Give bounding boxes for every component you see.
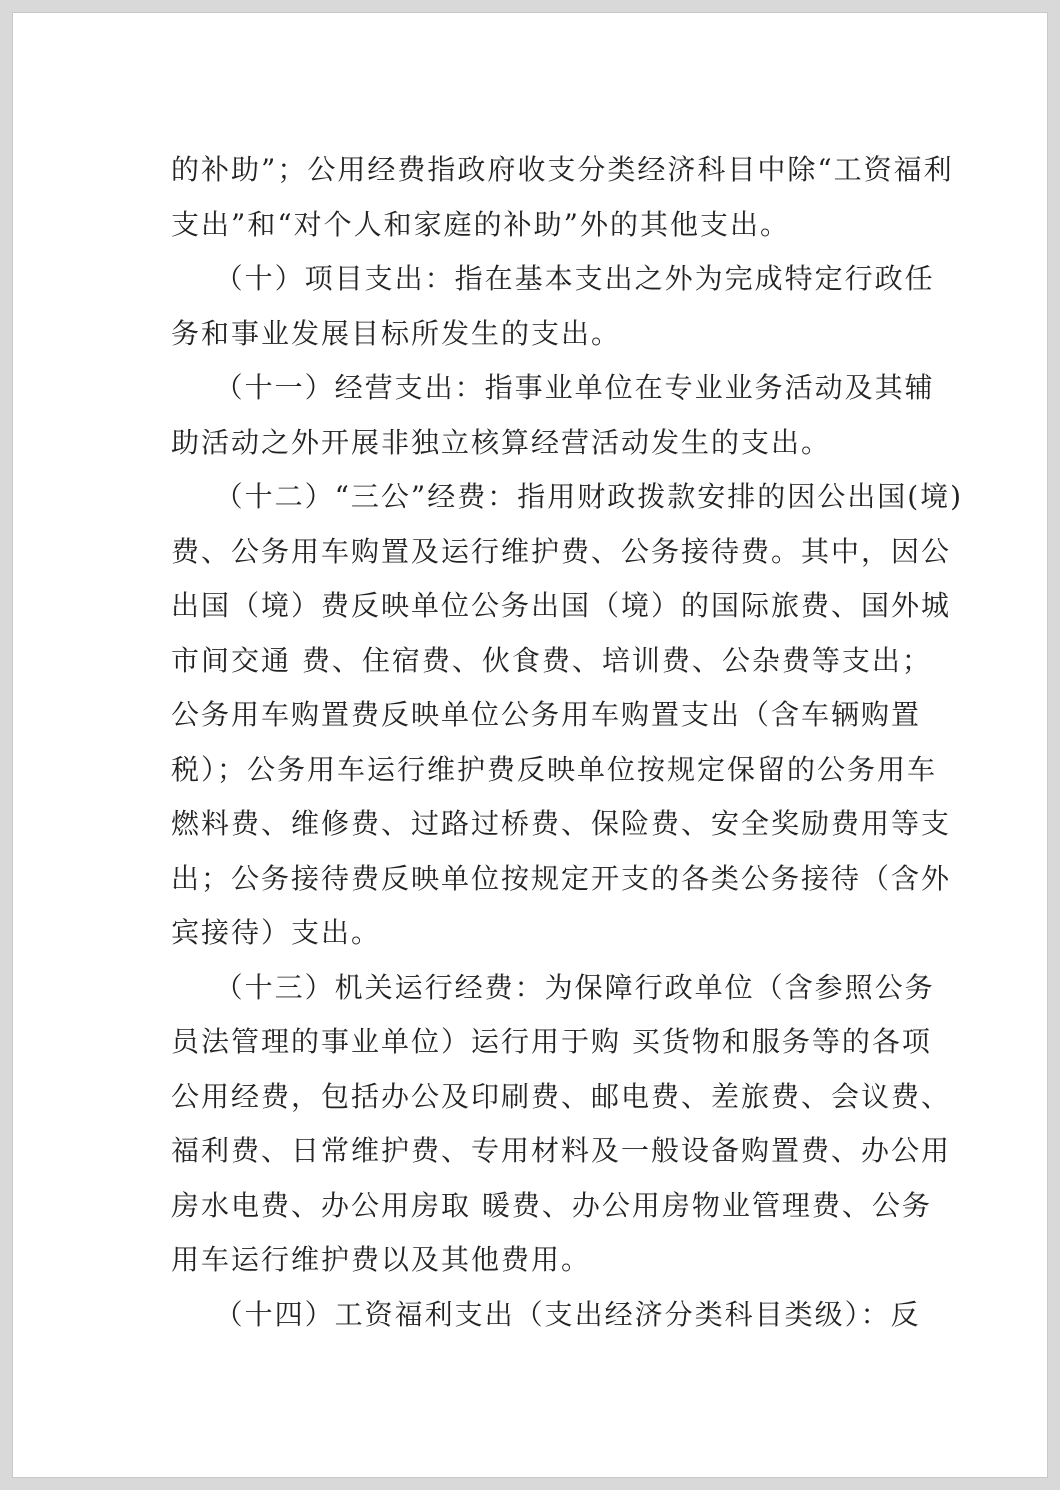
text-line-18: 公用经费，包括办公及印刷费、邮电费、差旅费、会议费、 xyxy=(171,1079,952,1113)
text-line-20: 房水电费、办公用房取 暖费、办公用房物业管理费、公务 xyxy=(171,1188,932,1222)
text-line-4: 务和事业发展目标所发生的支出。 xyxy=(171,316,622,350)
text-line-10: 市间交通 费、住宿费、伙食费、培训费、公杂费等支出； xyxy=(171,643,932,677)
text-line-17: 员法管理的事业单位）运行用于购 买货物和服务等的各项 xyxy=(171,1025,932,1058)
text-line-14: 出；公务接待费反映单位按规定开支的各类公务接待（含外 xyxy=(171,861,952,895)
text-line-1: 的补助”；公用经费指政府收支分类经济科目中除“工资福利 xyxy=(171,153,954,186)
text-line-19: 福利费、日常维护费、专用材料及一般设备购置费、办公用 xyxy=(171,1134,952,1167)
text-line-8: 费、公务用车购置及运行维护费、公务接待费。其中，因公 xyxy=(171,534,952,568)
text-line-3: （十）项目支出：指在基本支出之外为完成特定行政任 xyxy=(171,262,935,295)
text-line-15: 宾接待）支出。 xyxy=(171,916,382,949)
text-line-16: （十三）机关运行经费：为保障行政单位（含参照公务 xyxy=(171,970,935,1004)
text-line-21: 用车运行维护费以及其他费用。 xyxy=(171,1243,592,1276)
text-line-12: 税）；公务用车运行维护费反映单位按规定保留的公务用车 xyxy=(171,752,938,786)
body-text xyxy=(171,143,964,1342)
text-line-11: 公务用车购置费反映单位公务用车购置支出（含车辆购置 xyxy=(171,698,922,731)
text-line-2: 支出”和“对个人和家庭的补助”外的其他支出。 xyxy=(171,207,790,241)
text-line-6: 助活动之外开展非独立核算经营活动发生的支出。 xyxy=(171,425,832,459)
text-line-13: 燃料费、维修费、过路过桥费、保险费、安全奖励费用等支 xyxy=(171,807,952,840)
text-line-7: （十二）“三公”经费：指用财政拨款安排的因公出国(境) xyxy=(171,480,964,513)
text-line-22: （十四）工资福利支出（支出经济分类科目类级）：反 xyxy=(171,1297,921,1331)
text-line-5: （十一）经营支出：指事业单位在专业业务活动及其辅 xyxy=(171,371,935,404)
text-line-9: 出国（境）费反映单位公务出国（境）的国际旅费、国外城 xyxy=(171,589,952,622)
document-page xyxy=(12,12,1048,1478)
